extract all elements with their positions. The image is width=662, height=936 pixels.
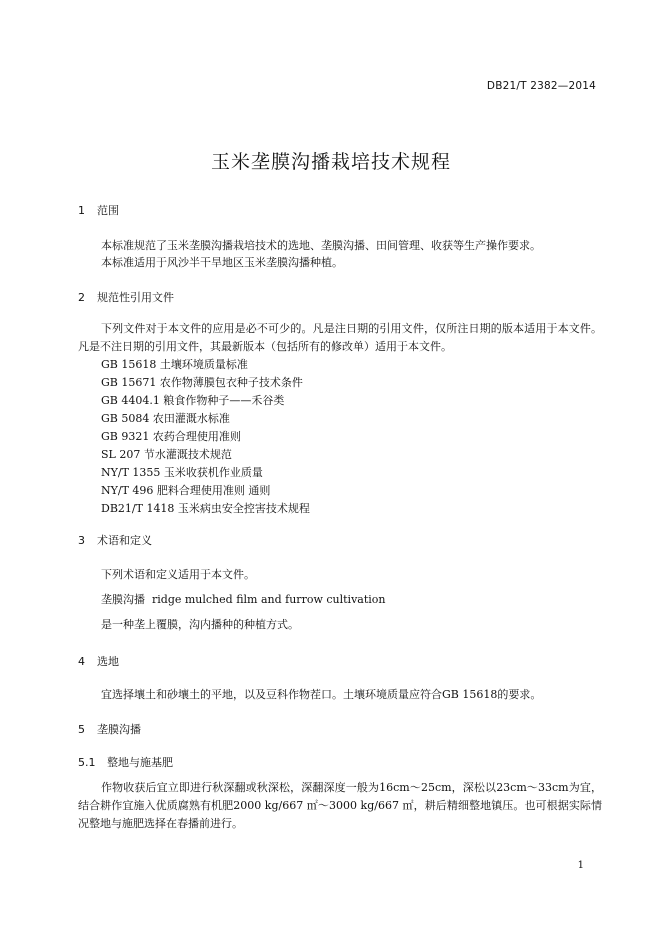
subsection-5-1-paragraph: 作物收获后宜立即进行秋深翻或秋深松，深翻深度一般为16cm～25cm，深松以23cm～33cm为宜，结合耕作宜施入优质腐熟有机肥2000 kg/667 ㎡～3000 kg/667 ㎡，耕后精细整地镇压。也可根据实际情况整地与施肥选择在春播前进行。: [78, 781, 602, 830]
section-5-heading: [78, 721, 141, 737]
reference-item: GB 15671 农作物薄膜包衣种子技术条件: [101, 376, 303, 389]
document-title: 玉米垄膜沟播栽培技术规程: [210, 151, 451, 173]
section-3-heading: [78, 532, 152, 548]
section-title: 垄膜沟播: [97, 723, 141, 736]
section-title: 范围: [97, 204, 119, 217]
section-number: 2: [78, 291, 85, 304]
section-1-paragraph-1: 本标准规范了玉米垄膜沟播栽培技术的选地、垄膜沟播、田间管理、收获等生产操作要求。: [101, 239, 541, 252]
reference-item: GB 15618 土壤环境质量标准: [101, 358, 248, 371]
section-number: 3: [78, 534, 85, 547]
section-number: 1: [78, 204, 85, 217]
reference-item: GB 5084 农田灌溉水标准: [101, 412, 230, 425]
term-entry: [101, 591, 385, 607]
section-2-heading: [78, 289, 174, 305]
section-4-paragraph: 宜选择壤土和砂壤土的平地，以及豆科作物茬口。土壤环境质量应符合GB 15618的要求。: [101, 688, 542, 701]
section-1-heading: [78, 202, 119, 218]
section-title: 术语和定义: [97, 534, 152, 547]
section-number: 5: [78, 723, 85, 736]
reference-item: GB 4404.1 粮食作物种子——禾谷类: [101, 394, 285, 407]
term-chinese: 垄膜沟播: [101, 593, 145, 606]
page-number: 1: [577, 860, 584, 871]
reference-item: DB21/T 1418 玉米病虫安全控害技术规程: [101, 502, 310, 515]
subsection-number: 5.1: [78, 756, 96, 769]
term-english: ridge mulched film and furrow cultivation: [152, 593, 386, 606]
reference-item: NY/T 496 肥料合理使用准则 通则: [101, 484, 271, 497]
reference-item: SL 207 节水灌溉技术规范: [101, 448, 232, 461]
subsection-title: 整地与施基肥: [107, 756, 173, 769]
term-definition: 是一种垄上覆膜，沟内播种的种植方式。: [101, 618, 299, 631]
section-3-intro: 下列术语和定义适用于本文件。: [101, 568, 255, 581]
standard-number: DB21/T 2382—2014: [486, 80, 596, 92]
section-number: 4: [78, 655, 85, 668]
reference-item: NY/T 1355 玉米收获机作业质量: [101, 466, 263, 479]
subsection-5-1-heading: [78, 754, 173, 770]
section-1-paragraph-2: 本标准适用于风沙半干旱地区玉米垄膜沟播种植。: [101, 256, 343, 269]
section-2-intro: 下列文件对于本文件的应用是必不可少的。凡是注日期的引用文件，仅所注日期的版本适用于本文件。凡是不注日期的引用文件，其最新版本（包括所有的修改单）适用于本文件。: [78, 322, 602, 353]
section-title: 规范性引用文件: [97, 291, 174, 304]
reference-item: GB 9321 农药合理使用准则: [101, 430, 241, 443]
section-4-heading: [78, 653, 119, 669]
section-title: 选地: [97, 655, 119, 668]
